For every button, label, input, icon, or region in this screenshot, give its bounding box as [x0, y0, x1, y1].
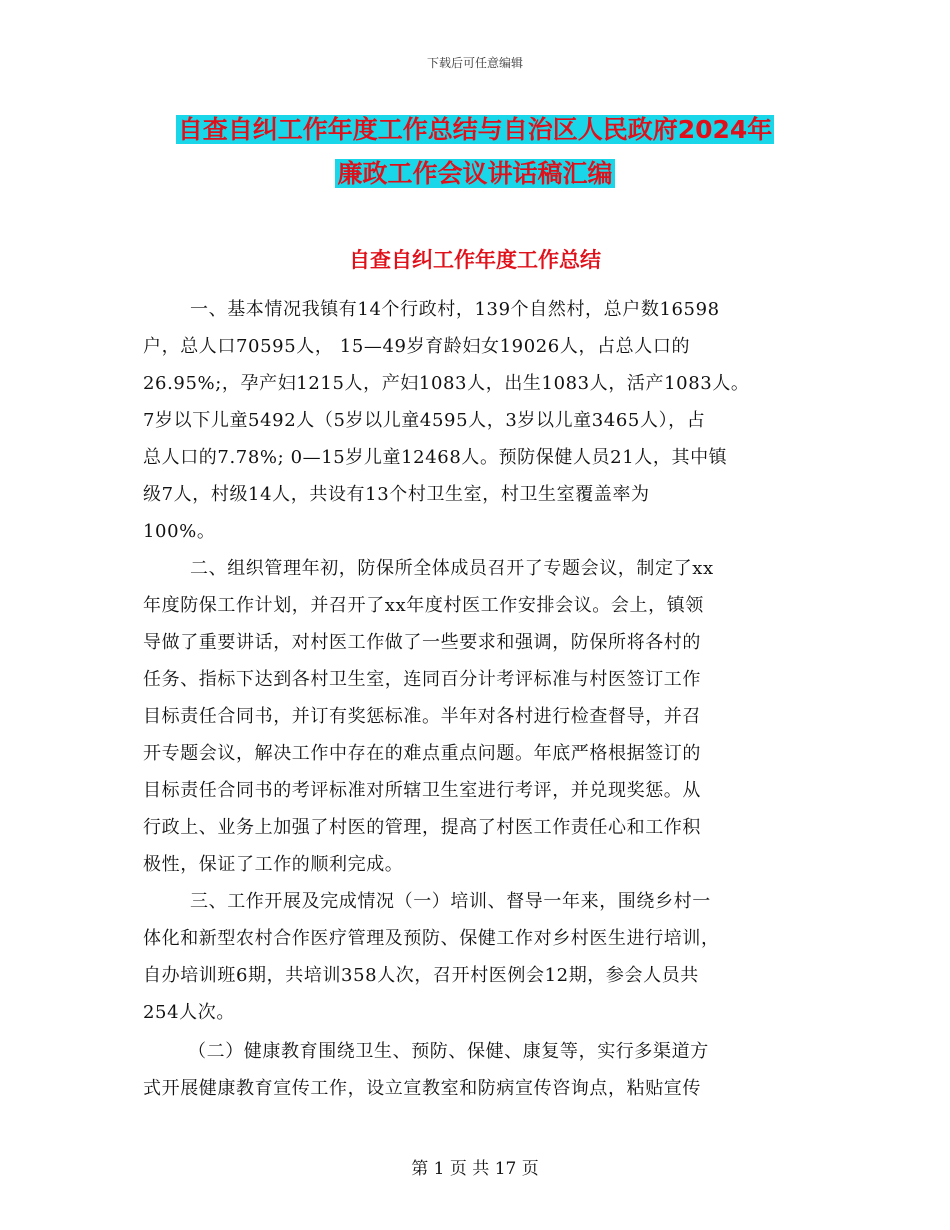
- body-line-11: 任务、指标下达到各村卫生室，连同百分计考评标准与村医签订工作: [143, 669, 701, 690]
- body-line-10: 导做了重要讲话，对村医工作做了一些要求和强调，防保所将各村的: [143, 632, 701, 653]
- section-title: 自查自纠工作年度工作总结: [349, 248, 601, 272]
- header-note: 下载后可任意编辑: [426, 56, 523, 70]
- body-line-21: （二）健康教育围绕卫生、预防、保健、康复等，实行多渠道方: [188, 1041, 709, 1062]
- body-line-18: 体化和新型农村合作医疗管理及预防、保健工作对乡村医生进行培训，: [143, 928, 720, 949]
- body-line-7: 100%。: [143, 521, 216, 542]
- page-footer: 第 1 页 共 17 页: [411, 1159, 539, 1179]
- body-line-22: 式开展健康教育宣传工作，设立宣教室和防病宣传咨询点，粘贴宣传: [143, 1078, 701, 1099]
- body-line-9: 年度防保工作计划，并召开了xx年度村医工作安排会议。会上，镇领: [143, 595, 704, 616]
- body-line-19: 自办培训班6期，共培训358人次，召开村医例会12期，参会人员共: [143, 965, 699, 986]
- body-line-14: 目标责任合同书的考评标准对所辖卫生室进行考评，并兑现奖惩。从: [143, 780, 701, 801]
- document-title-line-2: [0, 154, 950, 194]
- title-highlight-2: 廉政工作会议讲话稿汇编: [337, 159, 613, 188]
- body-line-2: 户，总人口70595人， 15—49岁育龄妇女19026人，占总人口的: [143, 336, 691, 357]
- body-line-17: 三、工作开展及完成情况（一）培训、督导一年来，围绕乡村一: [190, 891, 711, 912]
- body-line-8: 二、组织管理年初，防保所全体成员召开了专题会议，制定了xx: [190, 558, 714, 579]
- body-line-20: 254人次。: [143, 1002, 235, 1023]
- body-line-6: 级7人，村级14人，共设有13个村卫生室，村卫生室覆盖率为: [143, 484, 650, 505]
- body-line-1: 一、基本情况我镇有14个行政村，139个自然村，总户数16598: [190, 299, 720, 320]
- body-line-15: 行政上、业务上加强了村医的管理，提高了村医工作责任心和工作积: [143, 817, 701, 838]
- body-line-4: 7岁以下儿童5492人（5岁以儿童4595人，3岁以儿童3465人），占: [143, 410, 706, 431]
- title-highlight-1: 自查自纠工作年度工作总结与自治区人民政府2024年: [177, 115, 773, 144]
- body-line-16: 极性，保证了工作的顺利完成。: [143, 854, 404, 875]
- body-line-5: 总人口的7.78%; 0—15岁儿童12468人。预防保健人员21人，其中镇: [143, 447, 728, 468]
- document-title-line-1: [0, 110, 950, 150]
- body-line-12: 目标责任合同书，并订有奖惩标准。半年对各村进行检查督导，并召: [143, 706, 701, 727]
- body-line-13: 开专题会议，解决工作中存在的难点重点问题。年底严格根据签订的: [143, 743, 701, 764]
- body-line-3: 26.95%;，孕产妇1215人，产妇1083人，出生1083人，活产1083人。: [143, 373, 750, 394]
